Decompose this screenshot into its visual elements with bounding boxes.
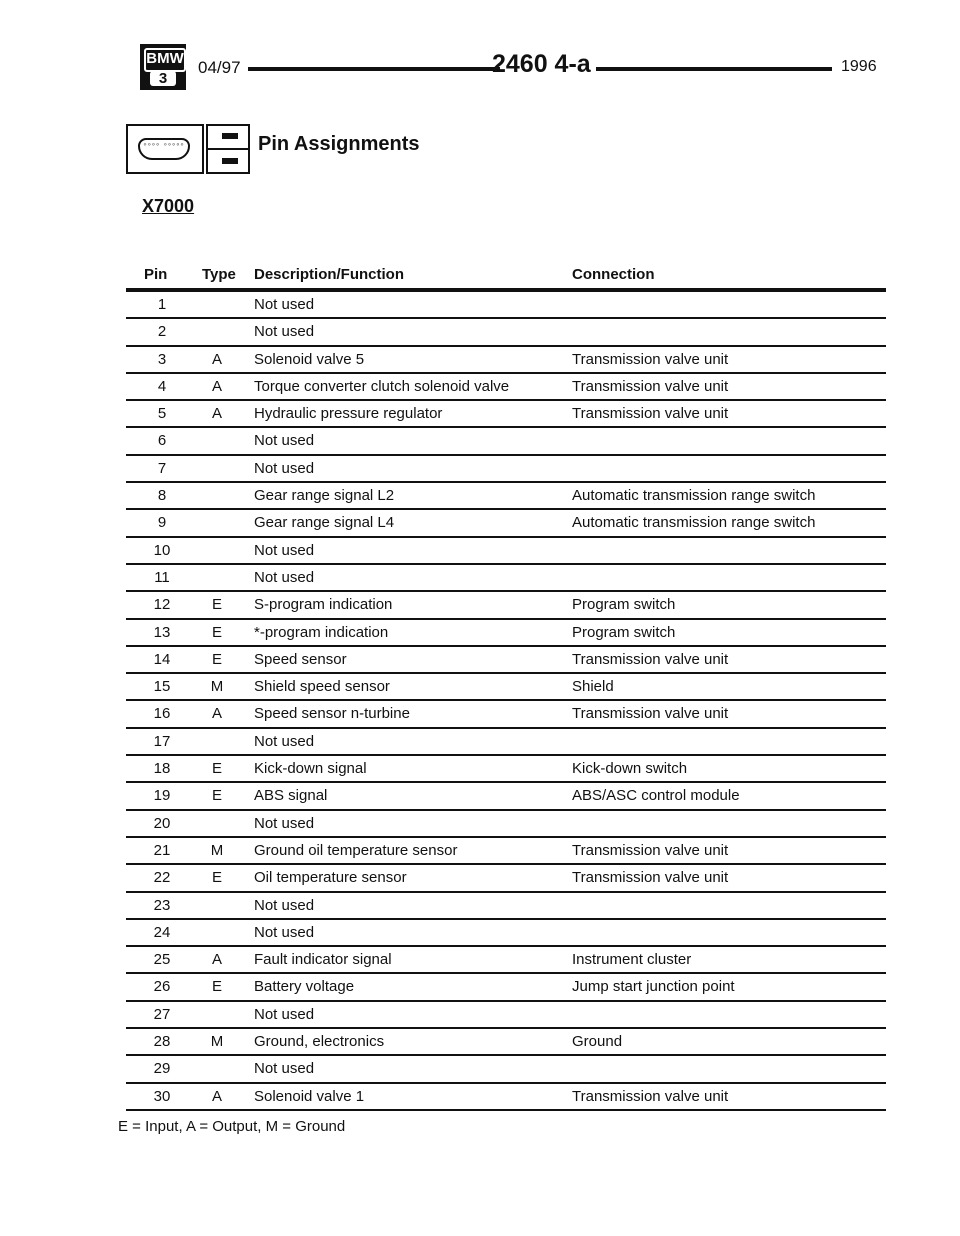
pin-cell: 11 (154, 568, 170, 586)
type-cell: M (210, 1033, 224, 1051)
pin-cell: 27 (153, 1005, 171, 1023)
type-cell: M (210, 678, 224, 696)
table-row (126, 674, 886, 701)
description-cell: Hydraulic pressure regulator (254, 405, 443, 423)
table-row (126, 319, 886, 346)
pin-cell: 26 (153, 978, 171, 996)
pin-cell: 22 (153, 869, 171, 887)
type-cell: A (211, 1087, 222, 1105)
description-cell: ABS signal (254, 787, 328, 805)
description-cell: Ground oil temperature sensor (254, 841, 458, 859)
description-cell: Ground, electronics (254, 1033, 385, 1051)
table-row (126, 510, 886, 537)
table-row (126, 592, 886, 619)
pin-cell: 18 (153, 760, 171, 778)
type-cell: A (211, 350, 222, 368)
table-row (126, 865, 886, 892)
pin-cell: 24 (153, 923, 171, 941)
pin-cell: 14 (153, 650, 171, 668)
pin-cell: 3 (157, 350, 167, 368)
pin-cell: 17 (153, 732, 171, 750)
pin-cell: 23 (153, 896, 171, 914)
description-cell: Gear range signal L2 (254, 487, 395, 505)
header-rule-left (248, 67, 500, 71)
bmw-3-series-logo (140, 44, 186, 90)
description-cell: Not used (254, 432, 315, 450)
type-cell: A (211, 951, 222, 969)
connection-cell: Transmission valve unit (572, 841, 729, 859)
description-cell: Not used (254, 296, 315, 313)
table-row (126, 565, 886, 592)
type-cell: E (211, 623, 222, 641)
type-legend: E = Input, A = Output, M = Ground (118, 1118, 346, 1135)
col-header-connection: Connection (572, 266, 655, 283)
connection-cell: Transmission valve unit (572, 405, 729, 423)
type-cell: E (211, 978, 222, 996)
pin-cell: 10 (153, 541, 171, 559)
description-cell: Not used (254, 896, 315, 914)
description-cell: Speed sensor n-turbine (254, 705, 410, 723)
table-row (126, 1029, 886, 1056)
type-cell: A (211, 377, 222, 395)
table-row (126, 456, 886, 483)
type-cell: A (211, 705, 222, 723)
table-row (126, 647, 886, 674)
pin-cell: 21 (153, 841, 171, 859)
description-cell: Oil temperature sensor (254, 869, 407, 887)
description-cell: Not used (254, 459, 315, 477)
connection-cell: Transmission valve unit (572, 377, 729, 395)
pin-cell: 8 (157, 487, 167, 505)
description-cell: Not used (254, 1005, 315, 1023)
connection-cell: Transmission valve unit (572, 650, 729, 668)
pin-out-mark (222, 133, 238, 139)
type-cell: A (211, 405, 222, 423)
logo-brand-text: BMW (144, 48, 186, 72)
type-cell: E (211, 650, 222, 668)
page-header (140, 40, 880, 96)
connector-id: X7000 (142, 196, 195, 216)
table-row (126, 374, 886, 401)
page-title: Pin Assignments (258, 133, 420, 155)
connection-cell: Program switch (572, 596, 676, 614)
pin-cell: 29 (153, 1060, 171, 1078)
connection-cell: Kick-down switch (572, 760, 688, 778)
description-cell: Not used (254, 732, 315, 750)
type-cell: E (211, 760, 222, 778)
connection-cell: Instrument cluster (572, 951, 692, 969)
connection-cell: Shield (572, 678, 614, 696)
connection-cell: ABS/ASC control module (572, 787, 740, 805)
description-cell: Not used (254, 814, 315, 832)
connection-cell: Program switch (572, 623, 676, 641)
table-row (126, 893, 886, 920)
pin-cell: 12 (153, 596, 171, 614)
pin-cell: 28 (153, 1033, 171, 1051)
table-row (126, 701, 886, 728)
pin-cell: 4 (157, 377, 167, 395)
description-cell: *-program indication (254, 623, 389, 641)
connection-cell: Transmission valve unit (572, 705, 729, 723)
table-row (126, 292, 886, 319)
table-row (126, 729, 886, 756)
description-cell: Kick-down signal (254, 760, 367, 778)
description-cell: Battery voltage (254, 978, 355, 996)
description-cell: Solenoid valve 5 (254, 350, 365, 368)
pin-table (126, 292, 886, 1111)
pin-cell: 25 (153, 951, 171, 969)
col-header-type: Type (202, 266, 236, 283)
pin-cell: 1 (157, 296, 167, 313)
connection-cell: Ground (572, 1033, 623, 1051)
connection-cell: Transmission valve unit (572, 350, 729, 368)
connection-cell: Transmission valve unit (572, 869, 729, 887)
pin-cell: 20 (153, 814, 171, 832)
connector-plug-icon: ◦◦◦◦ ◦◦◦◦◦ (138, 138, 190, 160)
pin-cell: 15 (153, 678, 171, 696)
description-cell: Speed sensor (254, 650, 347, 668)
pin-divider (206, 148, 250, 150)
type-cell: M (210, 841, 224, 859)
header-year: 1996 (841, 58, 877, 75)
connection-cell: Transmission valve unit (572, 1087, 729, 1105)
table-row (126, 1002, 886, 1029)
table-row (126, 620, 886, 647)
pin-cell: 2 (157, 323, 167, 341)
table-row (126, 428, 886, 455)
table-row (126, 347, 886, 374)
table-header (126, 266, 886, 290)
table-row (126, 811, 886, 838)
type-cell: E (211, 869, 222, 887)
table-row (126, 1084, 886, 1111)
header-rule-right (596, 67, 832, 71)
header-date: 04/97 (198, 58, 241, 77)
description-cell: Not used (254, 323, 315, 341)
table-row (126, 538, 886, 565)
pin-cell: 7 (157, 459, 167, 477)
connector-icon (126, 124, 204, 174)
pin-cell: 5 (157, 405, 167, 423)
description-cell: Fault indicator signal (254, 951, 392, 969)
description-cell: Torque converter clutch solenoid valve (254, 377, 510, 395)
description-cell: Not used (254, 568, 315, 586)
table-row (126, 1056, 886, 1083)
description-cell: Not used (254, 541, 315, 559)
description-cell: Not used (254, 1060, 315, 1078)
table-row (126, 783, 886, 810)
description-cell: Solenoid valve 1 (254, 1087, 365, 1105)
description-cell: Gear range signal L4 (254, 514, 395, 532)
pin-direction-icon (206, 124, 250, 174)
table-row (126, 838, 886, 865)
pin-cell: 16 (153, 705, 171, 723)
description-cell: Not used (254, 923, 315, 941)
pin-cell: 13 (153, 623, 171, 641)
table-row (126, 974, 886, 1001)
table-row (126, 947, 886, 974)
type-cell: E (211, 787, 222, 805)
table-row (126, 401, 886, 428)
header-doc-code: 2460 4-a (492, 50, 591, 78)
col-header-pin: Pin (144, 266, 168, 283)
connection-cell: Jump start junction point (572, 978, 735, 996)
logo-series-text: 3 (150, 71, 176, 86)
table-row (126, 920, 886, 947)
table-row (126, 483, 886, 510)
pin-cell: 6 (157, 432, 167, 450)
type-cell: E (211, 596, 222, 614)
description-cell: S-program indication (254, 596, 393, 614)
pin-cell: 9 (157, 514, 167, 532)
connection-cell: Automatic transmission range switch (572, 487, 816, 505)
col-header-description: Description/Function (254, 266, 404, 283)
description-cell: Shield speed sensor (254, 678, 390, 696)
pin-in-mark (222, 158, 238, 164)
table-row (126, 756, 886, 783)
pin-cell: 30 (153, 1087, 171, 1105)
connection-cell: Automatic transmission range switch (572, 514, 816, 532)
pin-cell: 19 (153, 787, 171, 805)
